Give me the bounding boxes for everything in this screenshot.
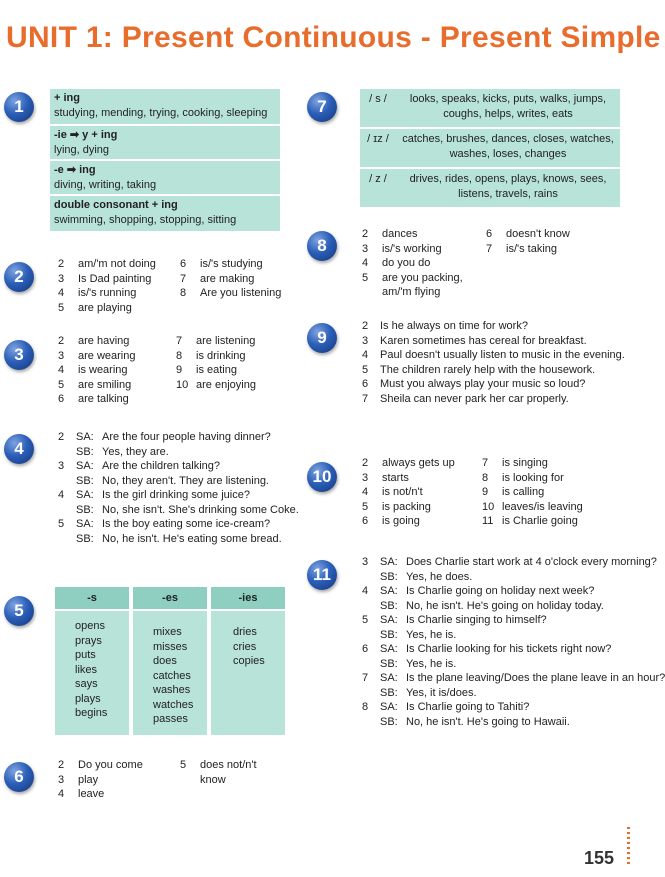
item-number: 2 xyxy=(362,320,369,332)
speaker: SA: xyxy=(76,431,94,443)
speaker: SB: xyxy=(76,503,94,516)
exercise-badge-8: 8 xyxy=(307,231,337,261)
item-number: 5 xyxy=(58,518,65,530)
speaker: SA: xyxy=(76,518,94,530)
item-number xyxy=(362,599,380,614)
item-number xyxy=(180,773,200,788)
list-item xyxy=(180,758,257,773)
item-text: are talking xyxy=(78,393,129,405)
exercise-badge-7: 7 xyxy=(307,92,337,122)
column-es xyxy=(133,611,207,735)
dialog-line xyxy=(362,700,592,715)
exercise-badge-10: 10 xyxy=(307,462,337,492)
item-number: 9 xyxy=(176,364,183,376)
list-item xyxy=(58,758,143,773)
item-number: 8 xyxy=(362,701,369,713)
ex6-col2 xyxy=(180,758,257,787)
dialog-line xyxy=(362,570,592,585)
dialog-line xyxy=(58,517,288,532)
item-text: dances xyxy=(382,228,418,240)
dialog-line xyxy=(362,613,592,628)
list-item xyxy=(58,392,135,407)
list-item xyxy=(58,363,135,378)
item-text: Sheila can never park her car properly. xyxy=(380,392,569,405)
item-text: is/'s studying xyxy=(200,258,263,270)
word-cell: opens xyxy=(75,620,105,632)
list-item xyxy=(176,349,256,364)
speaker: SB: xyxy=(380,686,398,699)
item-number: 3 xyxy=(362,471,369,484)
exercise-badge-4: 4 xyxy=(4,434,34,464)
pronunciation-row xyxy=(360,129,620,167)
item-text: is/'s working xyxy=(382,242,442,255)
speaker: SB: xyxy=(76,474,94,487)
line-text: No, he isn't. He's going to Hawaii. xyxy=(406,715,570,728)
speaker: SB: xyxy=(76,532,94,545)
list-item xyxy=(58,378,135,393)
pronunciation-row xyxy=(360,89,620,127)
list-item xyxy=(362,514,455,529)
dialog-line xyxy=(362,657,592,672)
list-item xyxy=(176,334,256,349)
line-text: Is the plane leaving/Does the plane leave in an hour? xyxy=(406,672,665,684)
item-number: 4 xyxy=(58,489,65,501)
dialog-line xyxy=(58,430,288,445)
list-item xyxy=(362,471,455,486)
column-header: -es xyxy=(133,587,207,609)
list-item xyxy=(58,272,156,287)
item-text: is going xyxy=(382,515,420,527)
item-text: am/'m flying xyxy=(382,286,441,298)
list-item xyxy=(362,348,624,363)
word-cell: cries xyxy=(233,640,257,653)
speaker: SB: xyxy=(380,657,398,670)
list-item xyxy=(180,257,281,272)
item-text: are wearing xyxy=(78,349,136,362)
ex11-dialog xyxy=(362,555,665,729)
column-ies xyxy=(211,611,285,735)
rule-block xyxy=(50,89,280,124)
list-item xyxy=(362,256,463,271)
speaker: SA: xyxy=(380,556,398,568)
item-text: does not/n't xyxy=(200,759,257,771)
dialog-line xyxy=(362,628,592,643)
line-text: No, she isn't. She's drinking some Coke. xyxy=(102,503,299,516)
ex8-col2 xyxy=(486,227,570,256)
item-number: 4 xyxy=(362,585,369,597)
speaker: SB: xyxy=(380,570,398,583)
list-item xyxy=(482,471,583,486)
word-cell: passes xyxy=(153,713,188,725)
item-number: 7 xyxy=(180,272,187,285)
word-list: looks, speaks, kicks, puts, walks, jumps, coughs, helps, writes, eats xyxy=(409,93,607,120)
line-text: Is the girl drinking some juice? xyxy=(102,489,250,501)
list-item xyxy=(58,286,156,301)
item-number: 2 xyxy=(362,457,369,469)
dialog-line xyxy=(58,503,299,518)
speaker: SB: xyxy=(76,445,94,458)
exercise-badge-3: 3 xyxy=(4,340,34,370)
item-text: The children rarely help with the housework. xyxy=(380,363,596,376)
dialog-line xyxy=(362,686,592,701)
dialog-line xyxy=(362,642,612,657)
dialog-line xyxy=(362,671,665,686)
item-number: 9 xyxy=(482,486,489,498)
item-number: 4 xyxy=(58,788,65,800)
list-item xyxy=(180,286,281,301)
item-number: 7 xyxy=(486,242,493,255)
word-list: drives, rides, opens, plays, knows, sees, listens, travels, rains xyxy=(409,173,607,200)
item-text: leave xyxy=(78,788,105,800)
ex2-col1 xyxy=(58,257,156,315)
item-number: 11 xyxy=(482,515,494,527)
word-cell: says xyxy=(75,678,98,690)
list-item xyxy=(362,271,463,286)
item-text: Paul doesn't usually listen to music in the evening. xyxy=(380,349,625,361)
item-number: 10 xyxy=(176,378,189,391)
item-number: 6 xyxy=(362,515,369,527)
list-item xyxy=(486,227,570,242)
word-list: catches, brushes, dances, closes, watches, washes, loses, changes xyxy=(402,133,614,160)
word-cell: does xyxy=(153,655,177,667)
item-number xyxy=(362,628,380,643)
speaker: SA: xyxy=(76,460,94,472)
word-cell: watches xyxy=(153,698,194,711)
list-item xyxy=(482,456,583,471)
item-text: Must you always play your music so loud? xyxy=(380,378,586,390)
item-number: 5 xyxy=(362,614,369,626)
rule-head: double consonant + ing xyxy=(54,199,178,211)
item-number: 5 xyxy=(58,378,65,391)
line-text: No, they aren't. They are listening. xyxy=(102,474,269,487)
item-number: 2 xyxy=(58,258,65,270)
item-number xyxy=(58,474,76,489)
line-text: Yes, he is. xyxy=(406,628,457,641)
rule-block xyxy=(50,196,280,231)
item-text: Do you come xyxy=(78,759,143,771)
item-text: am/'m not doing xyxy=(78,258,156,270)
item-text: is/'s running xyxy=(78,287,137,299)
rule-body: diving, writing, taking xyxy=(54,178,157,191)
list-item xyxy=(362,485,455,500)
rule-body: studying, mending, trying, cooking, sleeping xyxy=(54,106,268,119)
speaker: SB: xyxy=(380,715,398,728)
item-number: 3 xyxy=(58,272,65,285)
item-text: are listening xyxy=(196,335,256,347)
line-text: Is Charlie going to Tahiti? xyxy=(406,701,530,713)
word-cell: dries xyxy=(233,626,257,638)
item-number: 3 xyxy=(58,460,65,472)
line-text: No, he isn't. He's eating some bread. xyxy=(102,532,282,545)
item-number: 6 xyxy=(362,378,369,390)
dialog-line xyxy=(362,555,657,570)
item-text: doesn't know xyxy=(506,228,570,240)
line-text: Yes, he is. xyxy=(406,657,457,670)
line-text: Is the boy eating some ice-cream? xyxy=(102,518,271,530)
item-number: 7 xyxy=(362,392,369,405)
ex4-dialog xyxy=(58,430,299,546)
dialog-line xyxy=(58,445,288,460)
list-item xyxy=(362,285,463,300)
item-number: 4 xyxy=(362,486,369,498)
rule-body: lying, dying xyxy=(54,143,110,156)
list-item xyxy=(362,242,463,257)
list-item xyxy=(362,363,624,378)
list-item xyxy=(362,392,624,407)
rule-head: -e ➡ ing xyxy=(54,164,96,176)
line-text: Is Charlie looking for his tickets right now? xyxy=(406,643,612,655)
list-item xyxy=(180,272,281,287)
item-text: are enjoying xyxy=(196,378,256,391)
pronunciation-row xyxy=(360,169,620,207)
item-number: 2 xyxy=(58,431,65,443)
line-text: Yes, he does. xyxy=(406,570,473,583)
rule-head: -ie ➡ y + ing xyxy=(54,129,118,141)
item-text: is calling xyxy=(502,486,545,498)
item-number: 6 xyxy=(486,228,493,240)
item-number: 5 xyxy=(362,500,369,513)
item-text: Is he always on time for work? xyxy=(380,320,528,332)
item-text: starts xyxy=(382,471,409,484)
item-number: 5 xyxy=(58,301,65,314)
line-text: Yes, it is/does. xyxy=(406,686,477,699)
ex10-col1 xyxy=(362,456,455,529)
page-title: UNIT 1: Present Continuous - Present Simple xyxy=(6,21,661,54)
word-cell: copies xyxy=(233,655,265,667)
dialog-line xyxy=(58,488,288,503)
phoneme: / z / xyxy=(369,173,387,185)
item-text: are having xyxy=(78,335,130,347)
item-number: 2 xyxy=(58,335,65,347)
item-number: 10 xyxy=(482,500,495,513)
list-item xyxy=(486,242,570,257)
item-number xyxy=(362,686,380,701)
word-cell: prays xyxy=(75,634,102,647)
speaker: SA: xyxy=(380,672,398,684)
item-text: are making xyxy=(200,272,255,285)
list-item xyxy=(362,227,463,242)
item-number: 7 xyxy=(176,335,183,347)
word-cell: catches xyxy=(153,669,191,682)
dialog-line xyxy=(362,715,592,730)
item-text: Karen sometimes has cereal for breakfast. xyxy=(380,334,587,347)
column-header: -s xyxy=(55,587,129,609)
item-text: always gets up xyxy=(382,457,455,469)
word-cell: begins xyxy=(75,707,108,719)
phoneme: / s / xyxy=(369,93,387,105)
item-number: 2 xyxy=(58,759,65,771)
exercise-badge-1: 1 xyxy=(4,92,34,122)
line-text: Are the four people having dinner? xyxy=(102,431,271,443)
item-number: 8 xyxy=(176,349,183,362)
list-item xyxy=(58,773,143,788)
list-item xyxy=(482,514,583,529)
speaker: SB: xyxy=(380,599,398,612)
item-number: 8 xyxy=(180,287,187,299)
line-text: No, he isn't. He's going on holiday today. xyxy=(406,599,604,612)
item-text: is Charlie going xyxy=(502,515,578,527)
item-number: 6 xyxy=(58,393,65,405)
item-text: are you packing, xyxy=(382,271,463,284)
line-text: Does Charlie start work at 4 o'clock every morning? xyxy=(406,556,657,568)
column-header: -ies xyxy=(211,587,285,609)
item-number: 6 xyxy=(362,643,369,655)
item-number xyxy=(58,503,76,518)
item-number: 2 xyxy=(362,228,369,240)
dialog-line xyxy=(58,459,288,474)
item-number: 3 xyxy=(58,773,65,786)
item-text: are smiling xyxy=(78,378,132,391)
item-number xyxy=(362,657,380,672)
item-text: leaves/is leaving xyxy=(502,500,583,513)
ex8-col1 xyxy=(362,227,463,300)
rule-head: + ing xyxy=(54,92,80,104)
ex2-col2 xyxy=(180,257,281,301)
line-text: Is Charlie going on holiday next week? xyxy=(406,585,595,597)
item-text: do you do xyxy=(382,257,431,269)
item-number xyxy=(362,570,380,585)
list-item xyxy=(482,485,583,500)
exercise-badge-2: 2 xyxy=(4,262,34,292)
item-number: 3 xyxy=(58,349,65,362)
dialog-line xyxy=(58,532,288,547)
line-text: Is Charlie singing to himself? xyxy=(406,614,547,626)
item-number: 5 xyxy=(362,363,369,376)
item-number: 4 xyxy=(58,287,65,299)
item-number: 7 xyxy=(482,457,489,469)
item-number xyxy=(362,715,380,730)
item-text: is looking for xyxy=(502,471,564,484)
item-number: 3 xyxy=(362,556,369,568)
exercise-badge-5: 5 xyxy=(4,596,34,626)
word-cell: mixes xyxy=(153,626,182,638)
list-item xyxy=(362,334,624,349)
list-item xyxy=(362,377,624,392)
item-number: 4 xyxy=(362,257,369,269)
list-item xyxy=(58,301,156,316)
list-item xyxy=(176,363,256,378)
ex9-list xyxy=(362,319,624,406)
dialog-line xyxy=(362,599,604,614)
dialog-line xyxy=(58,474,288,489)
speaker: SA: xyxy=(380,643,398,655)
ex3-col2 xyxy=(176,334,256,392)
word-cell: washes xyxy=(153,684,191,696)
list-item xyxy=(362,500,455,515)
item-number: 7 xyxy=(362,672,369,684)
item-number: 3 xyxy=(362,334,369,347)
item-number xyxy=(58,445,76,460)
item-number: 6 xyxy=(180,258,187,270)
item-text: is packing xyxy=(382,500,431,513)
list-item xyxy=(58,334,135,349)
item-number xyxy=(58,532,76,547)
list-item xyxy=(180,773,257,788)
item-number: 3 xyxy=(362,242,369,255)
ex5-table xyxy=(55,587,285,737)
item-number: 4 xyxy=(362,349,369,361)
speaker: SA: xyxy=(380,701,398,713)
page-number: 155 xyxy=(583,847,614,868)
item-number: 8 xyxy=(482,471,489,484)
item-text: is drinking xyxy=(196,349,246,362)
ex10-col2 xyxy=(482,456,583,529)
exercise-badge-11: 11 xyxy=(307,560,337,590)
list-item xyxy=(58,257,156,272)
line-text: Yes, they are. xyxy=(102,445,169,458)
rule-block xyxy=(50,126,280,159)
word-cell: puts xyxy=(75,649,96,661)
item-text: is wearing xyxy=(78,364,128,376)
line-text: Are the children talking? xyxy=(102,460,221,472)
item-text: is/'s taking xyxy=(506,242,558,255)
item-number xyxy=(362,285,382,300)
list-item xyxy=(58,349,135,364)
word-cell: plays xyxy=(75,692,101,705)
dialog-line xyxy=(362,584,595,599)
speaker: SB: xyxy=(380,628,398,641)
item-text: is eating xyxy=(196,364,237,376)
rule-block xyxy=(50,161,280,194)
ex3-col1 xyxy=(58,334,135,407)
list-item xyxy=(58,787,143,802)
item-text: play xyxy=(78,773,99,786)
phoneme: / ɪz / xyxy=(367,133,389,145)
item-number: 5 xyxy=(180,759,187,771)
item-number: 4 xyxy=(58,364,65,376)
item-text: is singing xyxy=(502,457,548,469)
exercise-badge-6: 6 xyxy=(4,762,34,792)
word-cell: misses xyxy=(153,640,188,653)
item-text: Are you listening xyxy=(200,287,282,299)
item-text: Is Dad painting xyxy=(78,272,152,285)
list-item xyxy=(176,378,256,393)
item-text: know xyxy=(200,773,226,786)
item-text: is not/n't xyxy=(382,486,423,498)
item-text: are playing xyxy=(78,301,132,314)
list-item xyxy=(482,500,583,515)
rule-body: swimming, shopping, stopping, sitting xyxy=(54,213,237,226)
exercise-badge-9: 9 xyxy=(307,323,337,353)
list-item xyxy=(362,456,455,471)
speaker: SA: xyxy=(380,585,398,597)
word-cell: likes xyxy=(75,663,98,676)
column-s xyxy=(55,611,129,735)
speaker: SA: xyxy=(76,489,94,501)
ex6-col1 xyxy=(58,758,143,802)
list-item xyxy=(362,319,624,334)
decorative-dots xyxy=(627,827,630,867)
speaker: SA: xyxy=(380,614,398,626)
item-number: 5 xyxy=(362,271,369,284)
